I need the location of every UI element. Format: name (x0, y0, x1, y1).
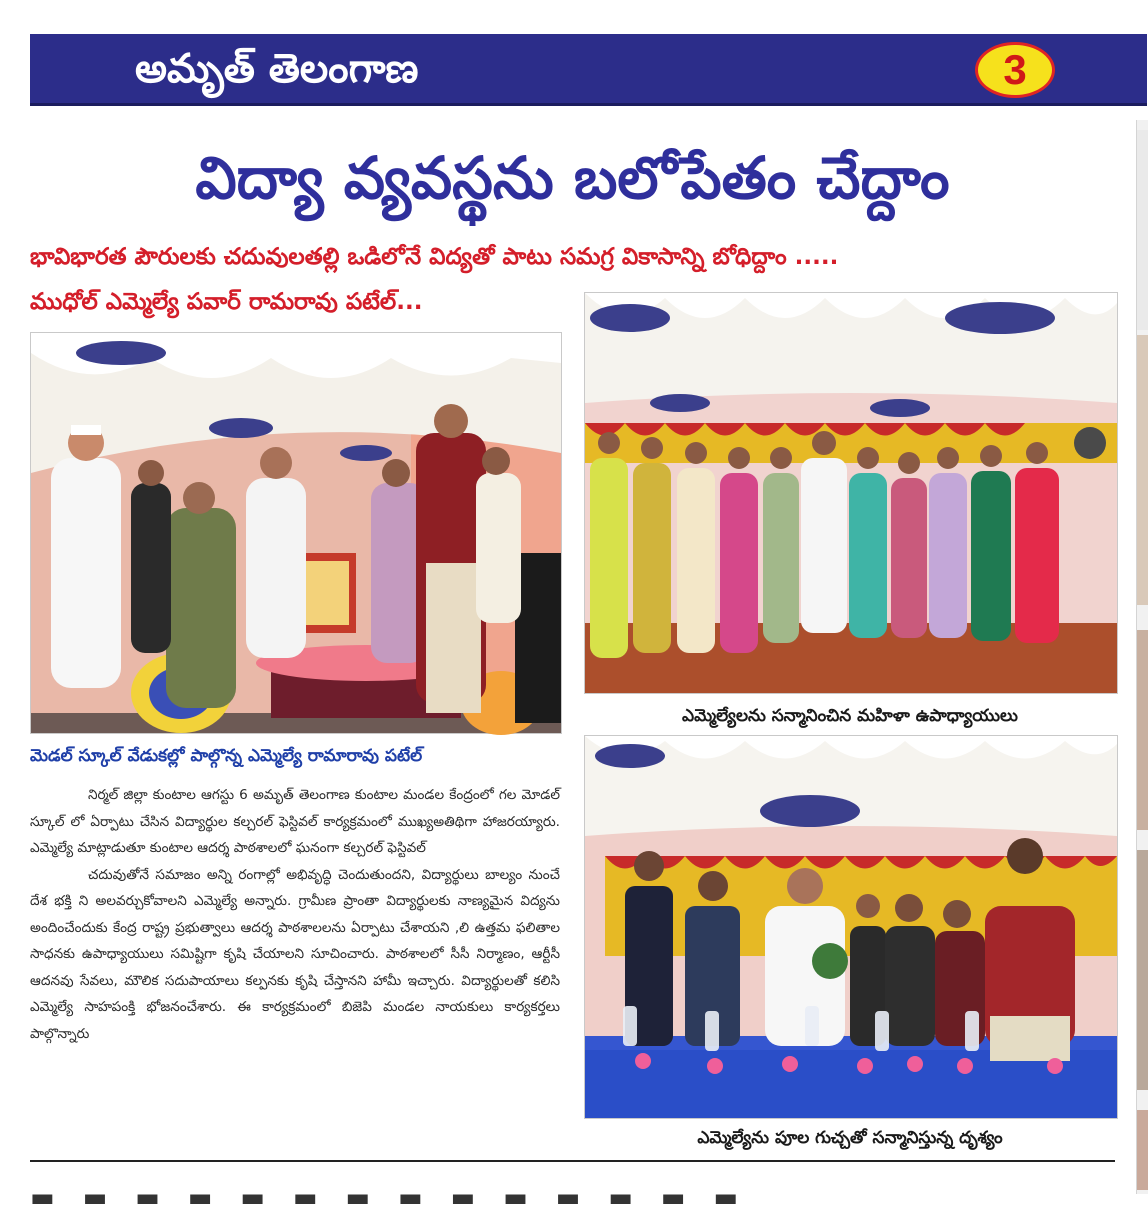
women-teachers-photo (584, 292, 1118, 694)
article-body (30, 782, 560, 1152)
masthead (30, 34, 1147, 106)
bouquet-caption: ఎమ్మెల్యేను పూల గుచ్చతో సన్మానిస్తున్న దృశ్యం (697, 1128, 1003, 1148)
next-article-fragment: ▬▬▬▬▬▬▬▬▬▬▬▬▬▬ (30, 1183, 766, 1213)
newspaper-title: అమృత్ తెలంగాణ (135, 46, 419, 92)
women-teachers-caption: ఎమ్మెల్యేలను సన్మానించిన మహిళా ఉపాధ్యాయులు (682, 706, 1018, 726)
lamp-lighting-photo (30, 332, 562, 734)
bottom-divider (30, 1160, 1115, 1162)
next-article-strip (30, 1178, 1115, 1213)
page-number-badge: 3 (975, 42, 1055, 98)
subheadline-line-2: ముధోల్ ఎమ్మెల్యే పవార్ రామరావు పటేల్... (30, 289, 423, 315)
article-paragraph: నిర్మల్ జిల్లా కుంటాల ఆగస్టు 6 అమృత్ తెలంగాణ కుంటాల మండల కేంద్రంలో గల మోడల్ స్కూల్ లో ఏర్పాటు చేసిన విద్యార్థుల కల్చరల్ ఫెస్టివల్ కార్యక్రమంలో ముఖ్యఅతిథిగా హాజరయ్యారు. ఎమ్మెల్యే మాట్లాడుతూ కుంటాల ఆదర్శ పాఠశాలలో ఘనంగా కల్చరల్ ఫెస్టివల్ (30, 787, 560, 856)
subheadline-line-1: భావిభారత పౌరులకు చదువులతల్లి ఒడిలోనే విద్యతో పాటు సమగ్ర వికాసాన్ని బోధిద్దాం ..... (30, 244, 839, 270)
article-paragraph: చదువుతోనే సమాజం అన్ని రంగాల్లో అభివృద్ధి చెందుతుందని, విద్యార్థులు బాల్యం నుంచే దేశ భక్తి ని అలవర్చుకోవాలని ఎమ్మెల్యే అన్నారు. గ్రామీణ ప్రాంతా విద్యార్థులకు నాణ్యమైన విద్యను అందించేందుకు కేంద్ర రాష్ట్ర ప్రభుత్వాలు ఆదర్శ పాఠశాలలను ఏర్పాటు చేశాయని ,లి ఉత్తమ ఫలితాల సాధనకు ఉపాధ్యాయులు సమిష్టిగా కృషి చేయాలని సూచించారు. పాఠశాలలో సీసీ నిర్మాణం, ఆర్టీసీ ఆదనవు సేవలు, మౌలిక సదుపాయాలు కల్పనకు కృషి చేస్తానని హామీ ఇచ్చారు. విద్యార్థులతో కలిసి ఎమ్మెల్యే సాహపంక్తి భోజనంచేశారు. ఈ కార్యక్రమంలో బిజెపి మండల నాయకులు కార్యకర్తలు పాల్గొన్నారు (30, 866, 560, 1042)
lamp-lighting-caption: మెడల్ స్కూల్ వేడుకల్లో పాల్గొన్న ఎమ్మెల్యే రామారావు పటేల్ (30, 746, 423, 766)
headline: విద్యా వ్యవస్థను బలోపేతం చేద్దాం (195, 144, 950, 212)
adjacent-page-edge (1136, 120, 1148, 1194)
bouquet-photo (584, 735, 1118, 1119)
